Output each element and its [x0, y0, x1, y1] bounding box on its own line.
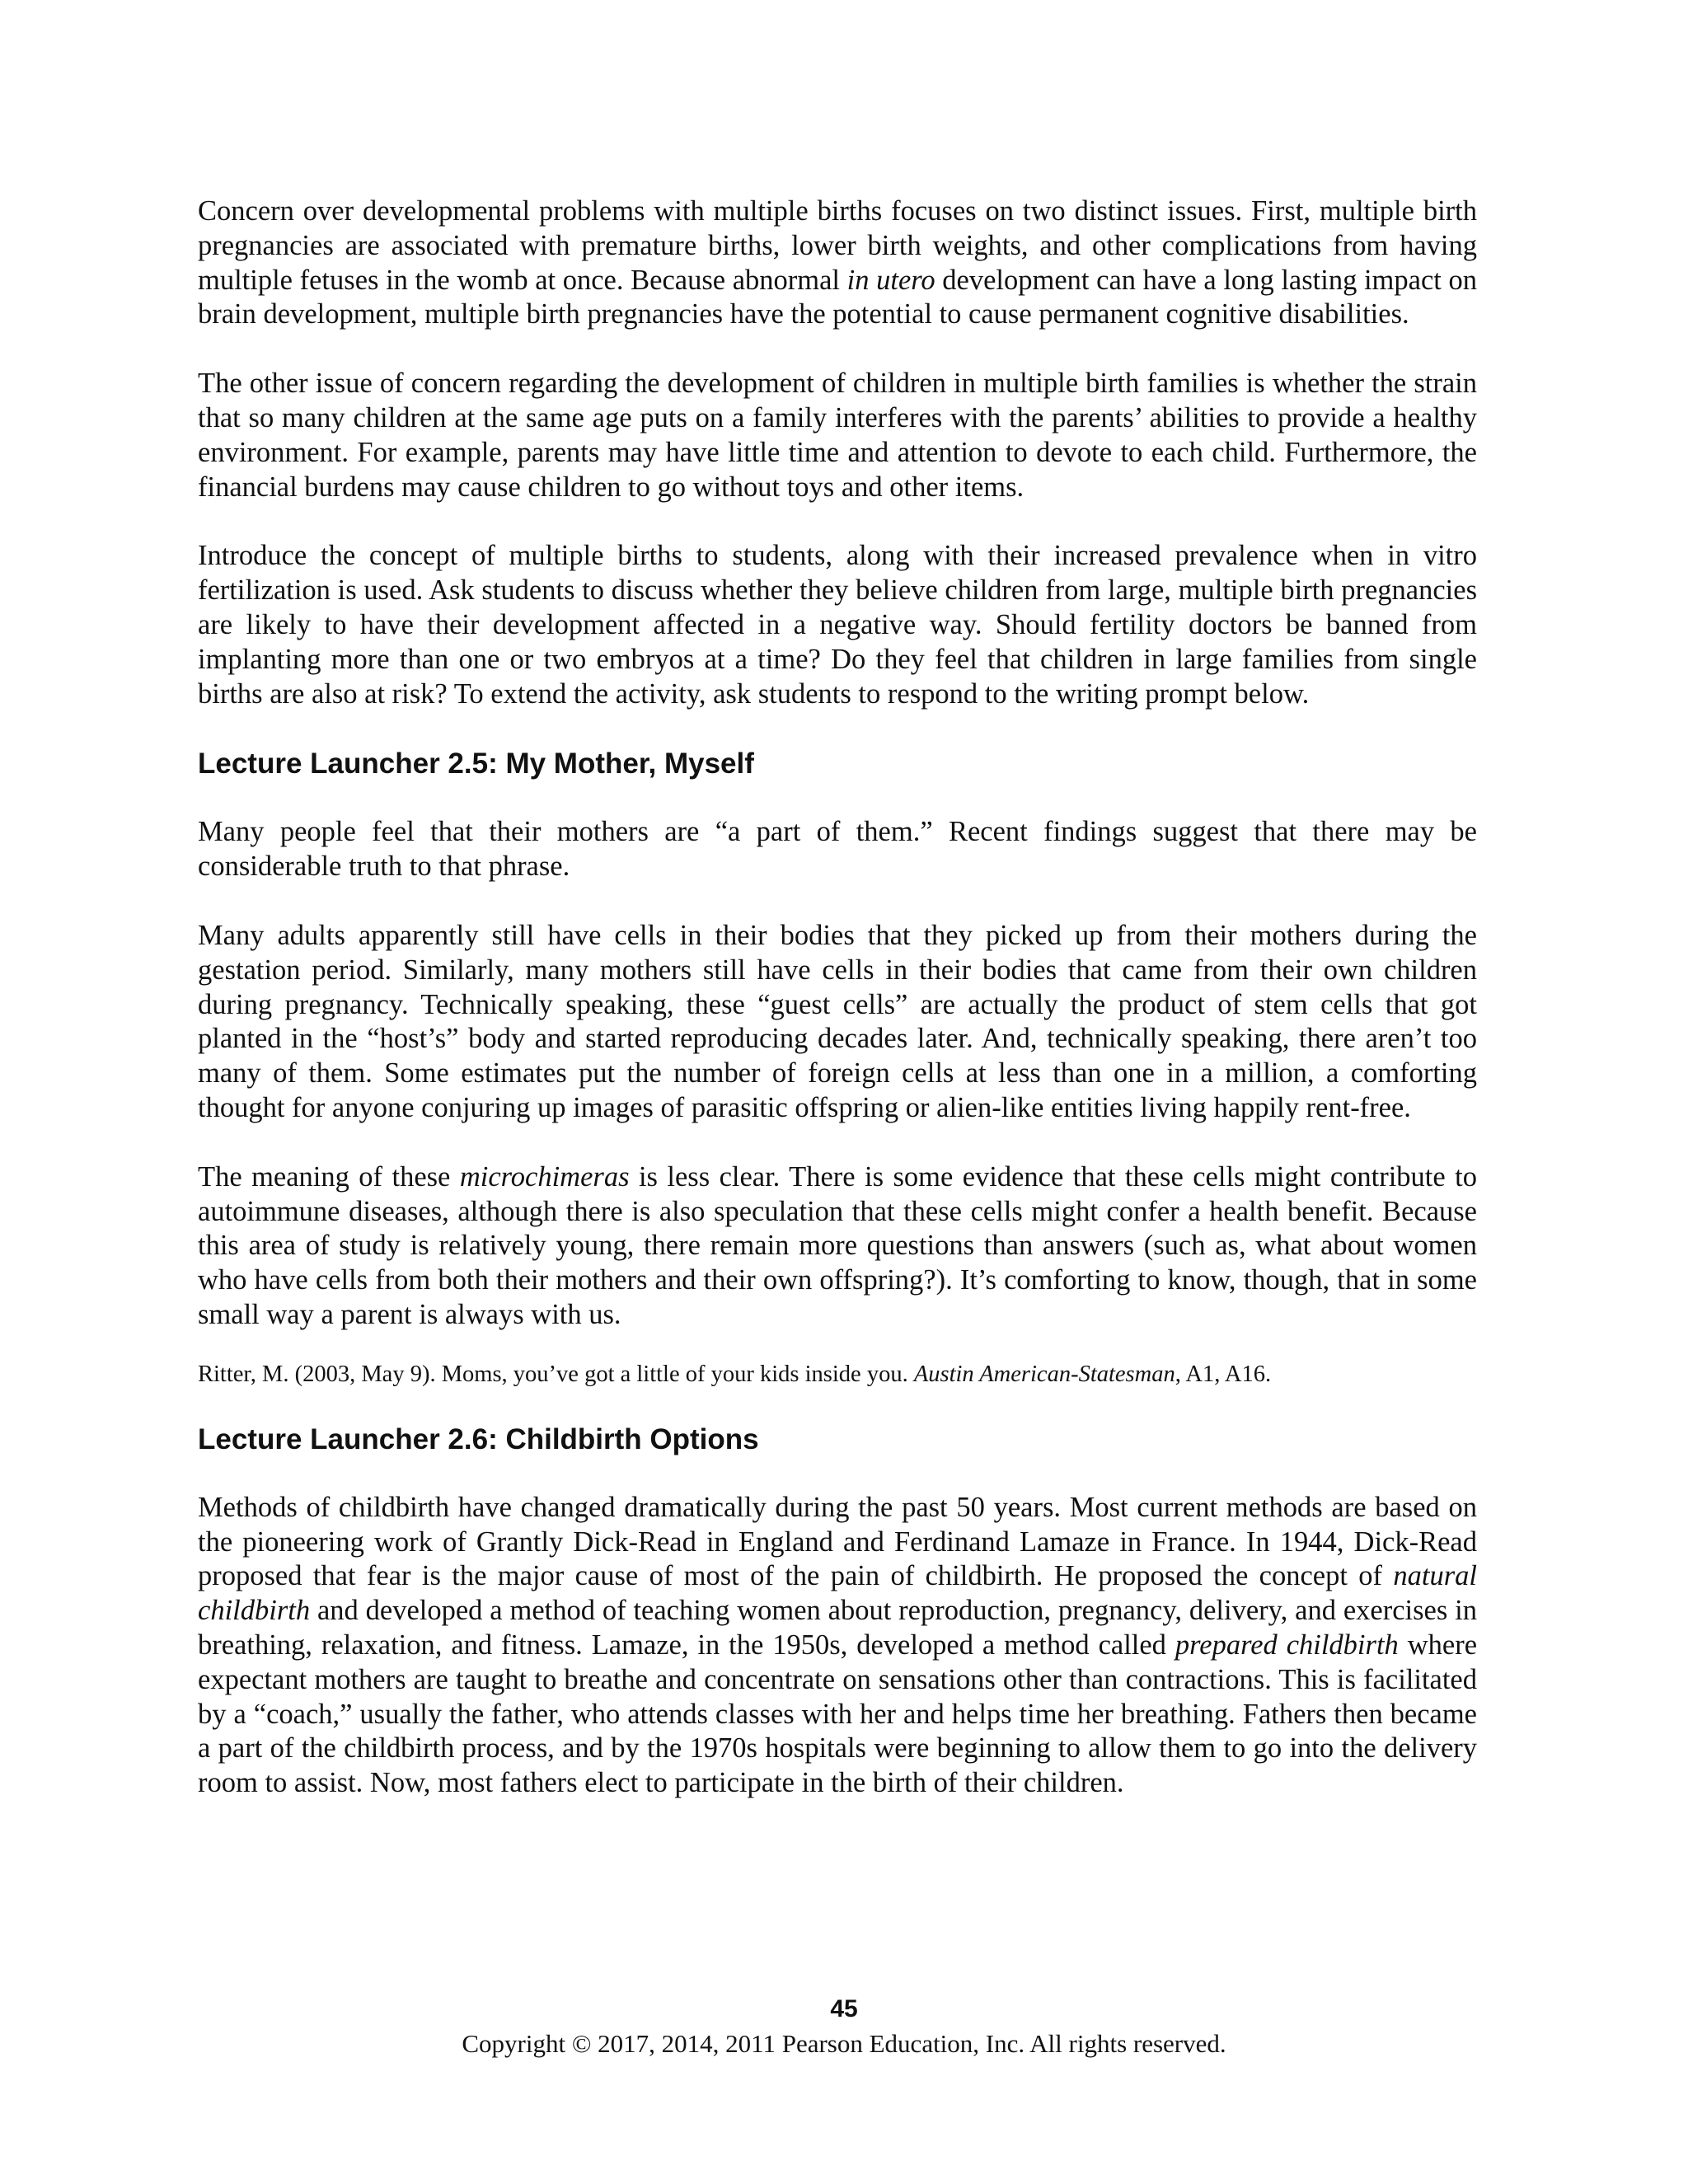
- copyright-notice: Copyright © 2017, 2014, 2011 Pearson Education, Inc. All rights reserved.: [462, 2029, 1226, 2058]
- microchimeras-emphasis: microchimeras: [459, 1160, 630, 1193]
- heading-lecture-launcher-2-5: Lecture Launcher 2.5: My Mother, Myself: [198, 748, 754, 780]
- paragraph-developmental-issues: Concern over developmental problems with multiple births focuses on two distinct issues. First, multiple birth pregnancies are associated with premature births, lower birth weights, and other complications from having multiple fetuses in the womb at once. Because abnormal in utero development can have a long lasting impact on brain development, multiple birth pregnancies have the potential to cause permanent cognitive disabilities.: [198, 195, 1477, 330]
- journal-title: Austin American-Statesman: [913, 1361, 1175, 1387]
- paragraph-mothers-part: Many people feel that their mothers are “a part of them.” Recent findings suggest that there may be considerable truth to that phrase.: [198, 816, 1477, 883]
- paragraph-introduce-concept: Introduce the concept of multiple births to students, along with their increased prevalence when in vitro fertilization is used. Ask students to discuss whether they believe children from large, multiple birth pregnancies are likely to have their development affected in a negative way. Should fertility doctors be banned from implanting more than one or two embryos at a time? Do they feel that children in large families from single births are also at risk? To extend the activity, ask students to respond to the writing prompt below.: [198, 540, 1477, 710]
- paragraph-family-strain: The other issue of concern regarding the development of children in multiple birth families is whether the strain that so many children at the same age puts on a family interferes with the parents’ abilities to provide a healthy environment. For example, parents may have little time and attention to devote to each child. Furthermore, the financial burdens may cause children to go without toys and other items.: [198, 368, 1477, 503]
- natural-childbirth-emphasis: natural childbirth: [198, 1560, 1477, 1627]
- heading-lecture-launcher-2-6: Lecture Launcher 2.6: Childbirth Options: [198, 1422, 759, 1455]
- page-content: [198, 194, 1477, 1801]
- paragraph-guest-cells: Many adults apparently still have cells in their bodies that they picked up from their mothers during the gestation period. Similarly, many mothers still have cells in their bodies that came from their own children during pregnancy. Technically speaking, these “guest cells” are actually the product of stem cells that got planted in the “host’s” body and started reproducing decades later. And, technically speaking, there aren’t too many of them. Some estimates put the number of foreign cells at less than one in a million, a comforting thought for anyone conjuring up images of parasitic offspring or alien-like entities living happily rent-free.: [198, 919, 1477, 1123]
- prepared-childbirth-emphasis: prepared childbirth: [1175, 1629, 1399, 1661]
- paragraph-childbirth-methods: Methods of childbirth have changed dramatically during the past 50 years. Most current methods are based on the pioneering work of Grantly Dick-Read in England and Ferdinand Lamaze in France. In 1944, Dick-Read proposed that fear is the major cause of most of the pain of childbirth. He proposed the concept of natural childbirth and developed a method of teaching women about reproduction, pregnancy, delivery, and exercises in breathing, relaxation, and fitness. Lamaze, in the 1950s, developed a method called prepared childbirth where expectant mothers are taught to breathe and concentrate on sensations other than contractions. This is facilitated by a “coach,” usually the father, who attends classes with her and helps time her breathing. Fathers then became a part of the childbirth process, and by the 1970s hospitals were beginning to allow them to go into the delivery room to assist. Now, most fathers elect to participate in the birth of their children.: [198, 1491, 1478, 1799]
- paragraph-microchimeras: The meaning of these microchimeras is less clear. There is some evidence that these cells might contribute to autoimmune diseases, although there is also speculation that these cells might confer a health benefit. Because this area of study is relatively young, there remain more questions than answers (such as, what about women who have cells from both their mothers and their own offspring?). It’s comforting to know, though, that in some small way a parent is always with us.: [198, 1160, 1477, 1330]
- page-number: 45: [830, 1995, 858, 2022]
- in-utero-emphasis: in utero: [846, 264, 935, 296]
- reference-citation: Ritter, M. (2003, May 9). Moms, you’ve got a little of your kids inside you. Austin American-Statesman, A1, A16.: [198, 1361, 1272, 1387]
